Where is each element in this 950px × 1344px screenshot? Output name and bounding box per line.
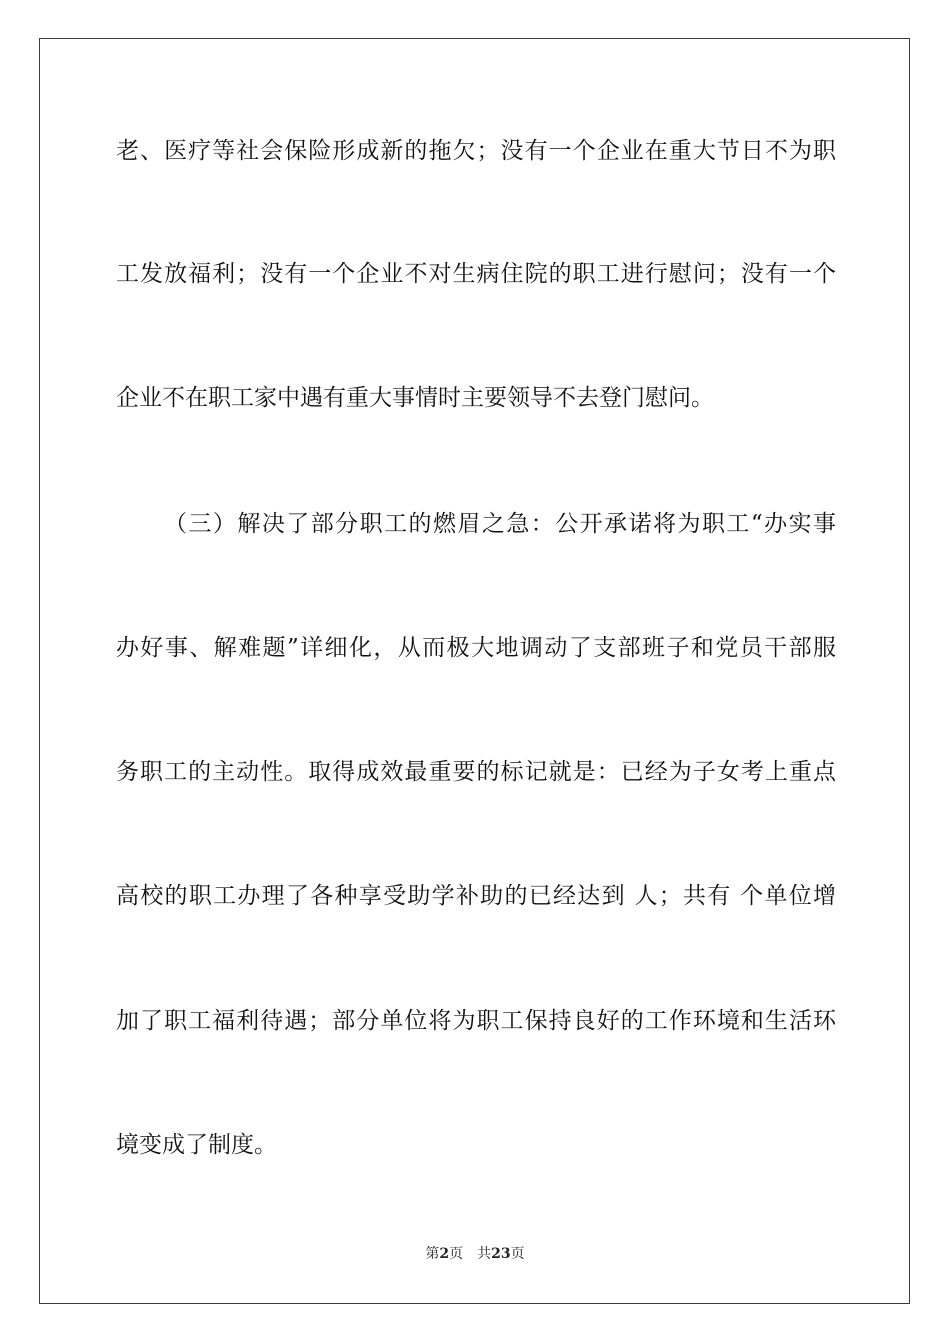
total-pages: 23 xyxy=(491,1246,511,1262)
paragraph-line: 办好事、解难题”详细化，从而极大地调动了支部班子和党员干部服 xyxy=(116,635,836,661)
paragraph-line: 老、医疗等社会保险形成新的拖欠；没有一个企业在重大节日不为职 xyxy=(116,138,836,164)
paragraph-line: 高校的职工办理了各种享受助学补助的已经达到 人；共有 个单位增 xyxy=(116,883,836,909)
paragraph-line: 工发放福利；没有一个企业不对生病住院的职工进行慰问；没有一个 xyxy=(116,261,836,287)
page-number: 2 xyxy=(439,1246,450,1262)
total-suffix: 页 xyxy=(510,1246,525,1262)
paragraph-line: 境变成了制度。 xyxy=(116,1132,277,1158)
paragraph-line: 加了职工福利待遇；部分单位将为职工保持良好的工作环境和生活环 xyxy=(116,1008,836,1034)
total-prefix: 共 xyxy=(477,1246,492,1262)
page-footer xyxy=(0,1244,950,1264)
page-suffix: 页 xyxy=(449,1246,464,1262)
paragraph-line: 务职工的主动性。取得成效最重要的标记就是：已经为子女考上重点 xyxy=(116,759,836,785)
paragraph-line: （三）解决了部分职工的燃眉之急：公开承诺将为职工“办实事 xyxy=(164,511,836,537)
page-border xyxy=(39,38,910,1304)
paragraph-line: 企业不在职工家中遇有重大事情时主要领导不去登门慰问。 xyxy=(116,385,714,411)
page-prefix: 第 xyxy=(425,1246,440,1262)
